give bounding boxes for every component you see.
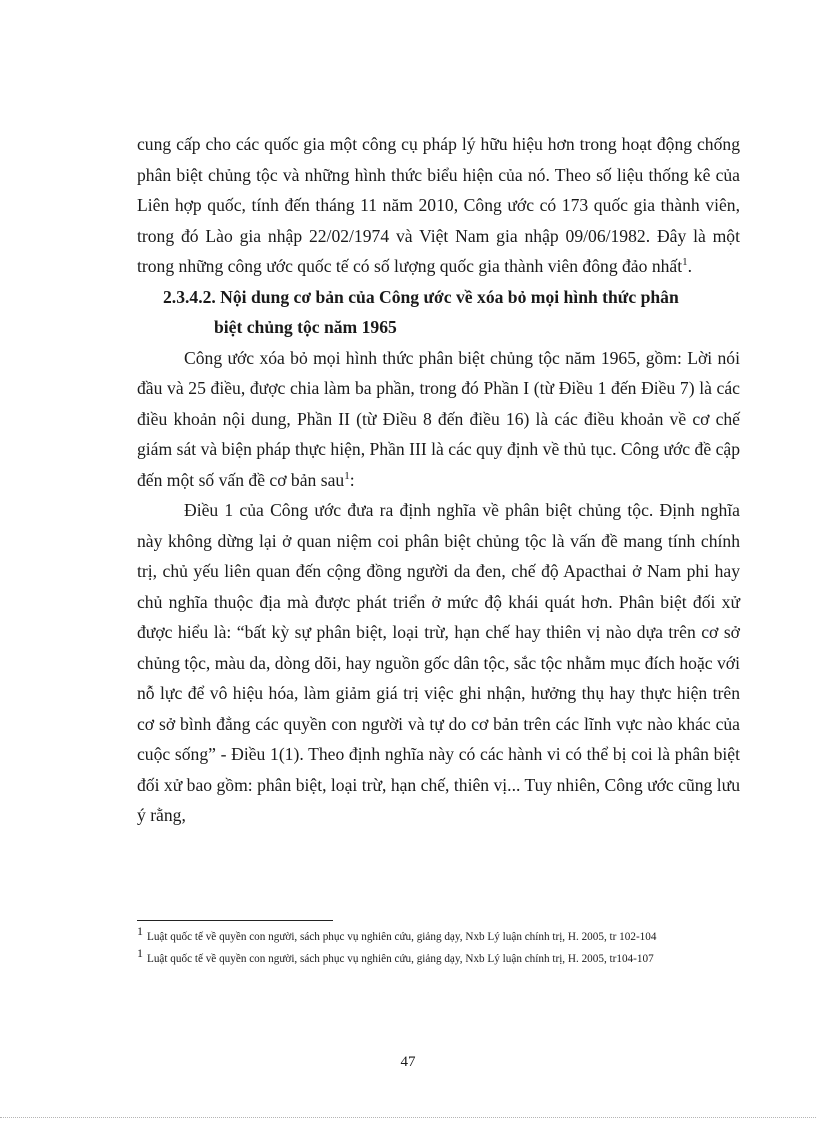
paragraph-article-1	[137, 495, 740, 831]
footnote-ref[interactable]: 1	[344, 469, 350, 482]
footnote-ref[interactable]: 1	[682, 256, 688, 269]
paragraph-structure	[137, 343, 740, 496]
section-heading	[137, 282, 740, 343]
footnote	[137, 924, 737, 946]
paragraph-text: cung cấp cho các quốc gia một công cụ pháp lý hữu hiệu hơn trong hoạt động chống phân biệt chủng tộc và những hình thức biểu hiện của nó. Theo số liệu thống kê của Liên hợp quốc, tính đến tháng 11 năm 2010, Công ước có 173 quốc gia thành viên, trong đó Lào gia nhập 22/02/1974 và Việt Nam gia nhập 09/06/1982. Đây là một trong những công ước quốc tế có số lượng quốc gia thành viên đông đảo nhất	[137, 134, 740, 276]
page-bottom-border	[0, 1117, 816, 1118]
page-number: 47	[400, 1054, 416, 1070]
footnote-text: Luật quốc tế về quyền con người, sách phục vụ nghiên cứu, giảng dạy, Nxb Lý luận chính trị, H. 2005, tr104-107	[147, 953, 654, 965]
paragraph-text: Công ước xóa bỏ mọi hình thức phân biệt chủng tộc năm 1965, gồm: Lời nói đầu và 25 điều, được chia làm ba phần, trong đó Phần I (từ Điều 1 đến Điều 7) là các điều khoản nội dung, Phần II (từ Điều 8 đến điều 16) là các điều khoản về cơ chế giám sát và biện pháp thực hiện, Phần III là các quy định về thủ tục. Công ước đề cập đến một số vấn đề cơ bản sau	[137, 347, 740, 490]
paragraph-end: :	[349, 469, 355, 490]
footnote	[137, 946, 737, 968]
heading-line-2: biệt chủng tộc năm 1965	[214, 317, 397, 337]
footnote-separator	[137, 920, 333, 921]
paragraph-continuation	[137, 129, 740, 282]
paragraph-text: Điều 1 của Công ước đưa ra định nghĩa về phân biệt chủng tộc. Định nghĩa này không dừng lại ở quan niệm coi phân biệt chủng tộc là vấn đề mang tính chính trị, chủ yếu liên quan đến cộng đồng người da đen, chế độ Apacthai ở Nam phi hay chủ nghĩa thuộc địa mà được phát triển ở mức độ khái quát hơn. Phân biệt đối xử được hiểu là: “bất kỳ sự phân biệt, loại trừ, hạn chế hay thiên vị nào dựa trên cơ sở chủng tộc, màu da, dòng dõi, hay nguồn gốc dân tộc, sắc tộc nhằm mục đích hoặc với nỗ lực để vô hiệu hóa, làm giảm giá trị việc ghi nhận, hưởng thụ hay thực hiện trên cơ sở bình đẳng các quyền con người và tự do cơ bản trên các lĩnh vực nào khác của cuộc sống” - Điều 1(1). Theo định nghĩa này có các hành vi có thể bị coi là phân biệt đối xử bao gồm: phân biệt, loại trừ, hạn chế, thiên vị... Tuy nhiên, Công ước cũng lưu ý rằng,	[137, 500, 740, 825]
paragraph-end: .	[687, 256, 693, 276]
footnote-number: 1	[137, 924, 143, 939]
footnote-number: 1	[137, 946, 143, 961]
body-text	[137, 129, 740, 831]
heading-line-1: 2.3.4.2. Nội dung cơ bản của Công ước về xóa bỏ mọi hình thức phân	[163, 286, 679, 307]
footnotes	[137, 924, 737, 972]
footnote-text: Luật quốc tế về quyền con người, sách phục vụ nghiên cứu, giảng dạy, Nxb Lý luận chính trị, H. 2005, tr 102-104	[147, 931, 657, 943]
